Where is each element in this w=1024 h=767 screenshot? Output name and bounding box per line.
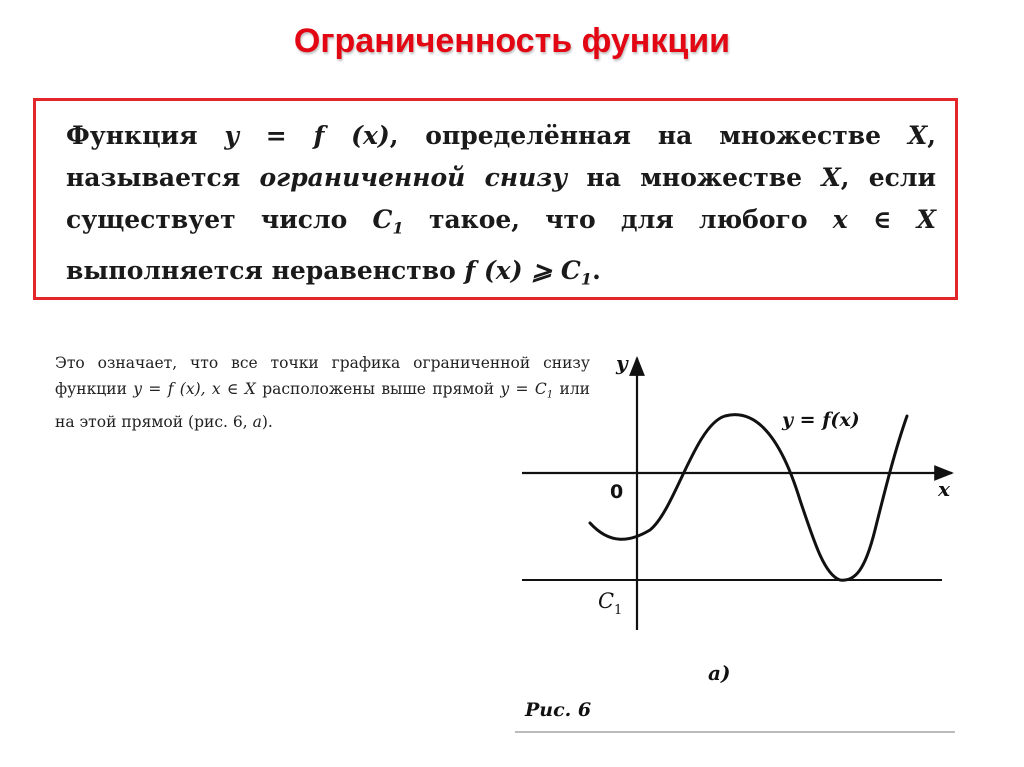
origin-label: 0: [610, 481, 624, 503]
slide-title: Ограниченность функции: [293, 22, 731, 60]
expl-text-2: расположены выше прямой: [255, 380, 501, 398]
expl-text-3: или на этой прямой (рис. 6,: [55, 380, 590, 431]
curve-label: y = f(x): [782, 409, 860, 431]
def-text-7: выполняется неравенство: [66, 255, 465, 285]
bound-label: C: [598, 589, 615, 613]
subfigure-label: а): [708, 661, 731, 685]
def-text-8: .: [592, 255, 601, 285]
figure-caption: Рис. 6: [525, 699, 592, 721]
def-bound-letter: C: [372, 205, 393, 234]
def-term: ограниченной снизу: [259, 163, 568, 192]
def-text-3: , называется: [66, 121, 936, 192]
def-text-4: на множестве: [567, 163, 822, 192]
y-axis-label: y: [616, 351, 628, 375]
def-ineq-sub: 1: [580, 269, 593, 289]
expl-text-1: Это означает, что все точки графика ограниченной снизу функции: [55, 354, 590, 398]
definition-text: [66, 115, 936, 300]
def-math-set-2: X: [821, 163, 841, 192]
expl-text-4: ).: [261, 412, 273, 431]
def-math-set: X: [907, 121, 928, 150]
def-math-membership: x ∈ X: [832, 205, 937, 234]
def-math-bound: [372, 205, 404, 238]
bound-label-sub: 1: [614, 603, 623, 618]
def-text-5: , если существует число: [66, 163, 936, 234]
x-axis-label: x: [938, 477, 950, 501]
expl-fig-letter: а: [252, 412, 262, 431]
def-bound-sub: 1: [392, 218, 404, 238]
expl-line-main: y = C: [500, 380, 547, 398]
function-graph: [500, 330, 980, 750]
expl-line-sub: 1: [546, 389, 554, 401]
expl-math-function: y = f (x), x ∈ X: [133, 380, 256, 398]
def-text-6: такое, что для любого: [403, 205, 833, 234]
def-math-inequality: [464, 255, 593, 289]
def-ineq-main: f (x) ⩾ C: [464, 255, 581, 285]
def-math-function: y = f (x): [224, 121, 390, 150]
def-text-1: Функция: [66, 121, 225, 150]
def-text-2: , определённая на множестве: [389, 121, 908, 150]
definition-box: [33, 98, 958, 300]
